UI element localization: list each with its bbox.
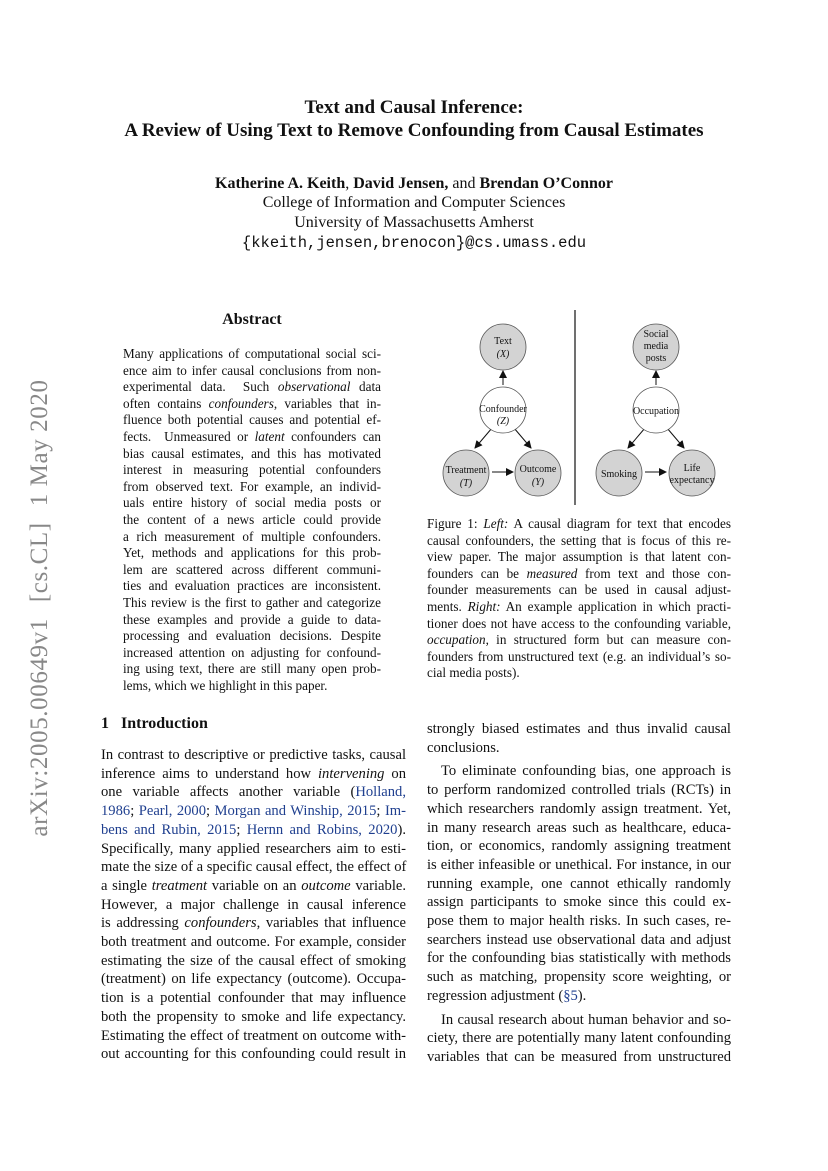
intro-line: Estimating the effect of treatment on outcome with- (101, 1027, 406, 1044)
section-number: 1 (101, 715, 109, 732)
intro-line: ciety, there are potentially many latent confounding (427, 1030, 731, 1047)
caption-line: founders can be measured from text and those con- (427, 565, 731, 581)
intro-line: Specifically, many applied researchers aim to esti- (101, 840, 406, 857)
intro-line: both the propensity to smoke and life expectancy. (101, 1008, 406, 1025)
abstract-line: This review is the first to gather and categorize (123, 594, 381, 610)
caption-line: occupation, in structured form but can measure con- (427, 632, 731, 648)
intro-line: tion is a potential confounder that may influence (101, 990, 406, 1007)
node-treatment (443, 450, 489, 496)
intro-line: estimating the size of the causal effect of smoking (101, 952, 406, 969)
author-1: Katherine A. Keith (215, 175, 346, 192)
citation-link[interactable]: 1986 (101, 803, 131, 820)
abstract-line: from observed text. For example, an individ- (123, 478, 381, 494)
author-3: Brendan O’Connor (479, 175, 613, 192)
affiliation-university: University of Massachusetts Amherst (294, 214, 534, 231)
node-outcome-label: Outcome (519, 464, 557, 475)
abstract-line: uals entire history of social media posts or (123, 495, 381, 511)
node-treatment-var: (T) (459, 478, 473, 489)
intro-line: one variable affects another variable (Holland, (101, 784, 406, 801)
abstract-body (123, 346, 381, 694)
intro-line: bens and Rubin, 2015; Hernn and Robins, 2020). (101, 821, 406, 838)
node-confounder-var: (Z) (496, 416, 510, 427)
caption-line: Figure 1: Left: A causal diagram for text that encodes (427, 516, 731, 531)
edge-confounder-treatment (475, 428, 492, 448)
paper-title-line2: A Review of Using Text to Remove Confounding from Causal Estimates (124, 120, 704, 141)
citation-link[interactable]: Im- (384, 803, 407, 820)
abstract-line: a rich measurement of multiple confounders. (123, 528, 381, 544)
abstract-line: the content of a news article could provide (123, 511, 381, 527)
intro-line: (treatment) on life expectancy (outcome). Occupa- (101, 971, 406, 988)
arxiv-date: 1 May 2020 (26, 379, 53, 507)
figure-1-diagram (430, 305, 730, 510)
intro-line: which researchers randomly assign treatment. Yet, (427, 800, 731, 817)
citation-link[interactable]: Hernn and Robins, 2020 (246, 821, 398, 838)
intro-line: to perform randomized controlled trials (RCTs) in (427, 782, 731, 799)
node-occupation-label: Occupation (632, 406, 680, 417)
intro-left-column (101, 746, 406, 1064)
node-confounder (479, 387, 527, 433)
node-outcome (515, 450, 561, 496)
caption-line: view paper. The major assumption is that latent con- (427, 549, 731, 565)
abstract-line: bias causal estimates, and this has motivated (123, 445, 381, 461)
caption-line: causal confounders, the setting that is focus of this re- (427, 532, 731, 548)
intro-line: pose them to major health risks. In such cases, re- (427, 913, 731, 930)
abstract-line: experimental data. Such observational data (123, 379, 381, 395)
intro-line: 1986; Pearl, 2000; Morgan and Winship, 2015; Im- (101, 803, 407, 820)
affiliation-college: College of Information and Computer Sciences (262, 194, 566, 211)
intro-line: in many research areas such as healthcare, educa- (427, 819, 731, 836)
arxiv-category: [cs.CL] (26, 522, 53, 603)
node-social-media (633, 324, 679, 370)
intro-line: strongly biased estimates and thus invalid causal (427, 721, 731, 737)
intro-line: a single treatment variable on an outcome variable. (101, 877, 406, 894)
node-social-label-1: Social (643, 329, 669, 340)
intro-line: variables that can be measured from unstructured (427, 1048, 731, 1065)
abstract-line: ing using text, there are still many open prob- (123, 661, 381, 677)
caption-line: founder measurements can be used in causal adjust- (427, 582, 731, 598)
abstract-line: increased attention on adjusting for confound- (123, 644, 381, 660)
edge-occupation-life (667, 428, 684, 448)
author-line: Katherine A. Keith, David Jensen, and Brendan O’Connor (215, 175, 613, 192)
figure-1-caption (427, 516, 731, 682)
intro-line: such as matching, propensity score weighting, or (427, 969, 731, 986)
abstract-line: ties and evaluation practices are inconsistent. (123, 578, 381, 594)
abstract-line: processing and evaluation decisions. Despite (123, 628, 381, 644)
intro-right-column (427, 720, 731, 1067)
intro-line: To eliminate confounding bias, one approach is (441, 763, 731, 780)
abstract-line: Many applications of computational social sci- (123, 346, 381, 361)
intro-line: assign participants to smoke since this could ex- (427, 894, 731, 911)
citation-link[interactable]: bens and Rubin, 2015 (101, 821, 237, 838)
citation-link[interactable]: Pearl, 2000 (138, 803, 207, 820)
node-occupation (633, 387, 679, 433)
intro-line: conclusions. (427, 739, 500, 756)
node-life-label-2: expectancy (669, 475, 715, 486)
caption-line: founders from unstructured text (e.g. an individual’s so- (427, 648, 731, 664)
node-life-expectancy (669, 450, 715, 496)
abstract-line: ence aim to infer causal conclusions from non- (123, 362, 381, 378)
node-text-var: (X) (496, 349, 510, 360)
edge-confounder-outcome (514, 428, 531, 448)
citation-link[interactable]: Holland, (355, 784, 406, 801)
intro-line: tion, or economics, randomly assigning treatment (427, 838, 731, 855)
abstract-line: lems, which we highlight in this paper. (123, 677, 328, 693)
author-emails: {kkeith,jensen,brenocon}@cs.umass.edu (241, 234, 587, 252)
abstract-line: interest in measuring potential confounders (123, 462, 381, 478)
author-2: David Jensen, (353, 175, 449, 192)
intro-line: inference aims to understand how intervening on (101, 765, 406, 782)
section-title: Introduction (121, 715, 208, 732)
intro-line: is addressing confounders, variables that influence (101, 915, 406, 932)
node-social-label-2: media (643, 341, 669, 352)
section-heading-introduction (101, 715, 208, 733)
node-social-label-3: posts (645, 353, 667, 364)
node-smoking-label: Smoking (600, 469, 638, 480)
abstract-line: fects. Unmeasured or latent confounders can (123, 428, 382, 444)
node-life-label-1: Life (683, 463, 701, 474)
intro-line: both treatment and outcome. For example, consider (101, 934, 406, 951)
node-smoking (596, 450, 642, 496)
intro-line: running example, one cannot ethically randomly (427, 875, 731, 892)
abstract-line: often contains confounders, variables that in- (123, 395, 382, 411)
caption-line: cial media posts). (427, 665, 520, 681)
abstract-line: fluence both potential causes and potential ef- (123, 412, 381, 428)
intro-line: In causal research about human behavior and so- (441, 1011, 731, 1028)
intro-line: for the confounding bias statistically with methods (427, 950, 731, 967)
intro-line: out accounting for this confounding could result in (101, 1046, 406, 1063)
node-text (480, 324, 526, 370)
caption-line: ments. Right: An example application in which practi- (427, 598, 731, 614)
paper-title-line1: Text and Causal Inference: (304, 97, 524, 118)
intro-line: is either infeasible or unethical. For instance, in our (427, 856, 731, 873)
abstract-heading: Abstract (222, 311, 282, 328)
abstract-line: these examples and provide a guide to data- (123, 611, 381, 627)
intro-line: mate the size of a specific causal effect, the effect of (101, 859, 407, 876)
intro-line: However, a major challenge in causal inference (101, 896, 406, 913)
caption-line: tioner does not have access to the confounding variable, (427, 615, 731, 631)
node-confounder-label: Confounder (479, 404, 527, 415)
edge-occupation-smoking (628, 428, 645, 448)
intro-line: In contrast to descriptive or predictive tasks, causal (101, 747, 406, 763)
abstract-line: Yet, methods and applications for this prob- (123, 545, 381, 561)
abstract-line: lem are scattered across different communi- (123, 561, 381, 577)
arxiv-id: arXiv:2005.00649v1 (26, 618, 53, 837)
node-treatment-label: Treatment (445, 465, 487, 476)
author-and: and (452, 175, 476, 192)
node-text-label: Text (494, 336, 512, 347)
section-ref-link[interactable]: §5 (563, 987, 578, 1004)
node-outcome-var: (Y) (531, 477, 545, 488)
citation-link[interactable]: Morgan and Winship, 2015 (214, 803, 377, 820)
intro-line: regression adjustment (§5). (427, 987, 587, 1004)
intro-line: searchers instead use observational data and adjust (427, 931, 731, 948)
